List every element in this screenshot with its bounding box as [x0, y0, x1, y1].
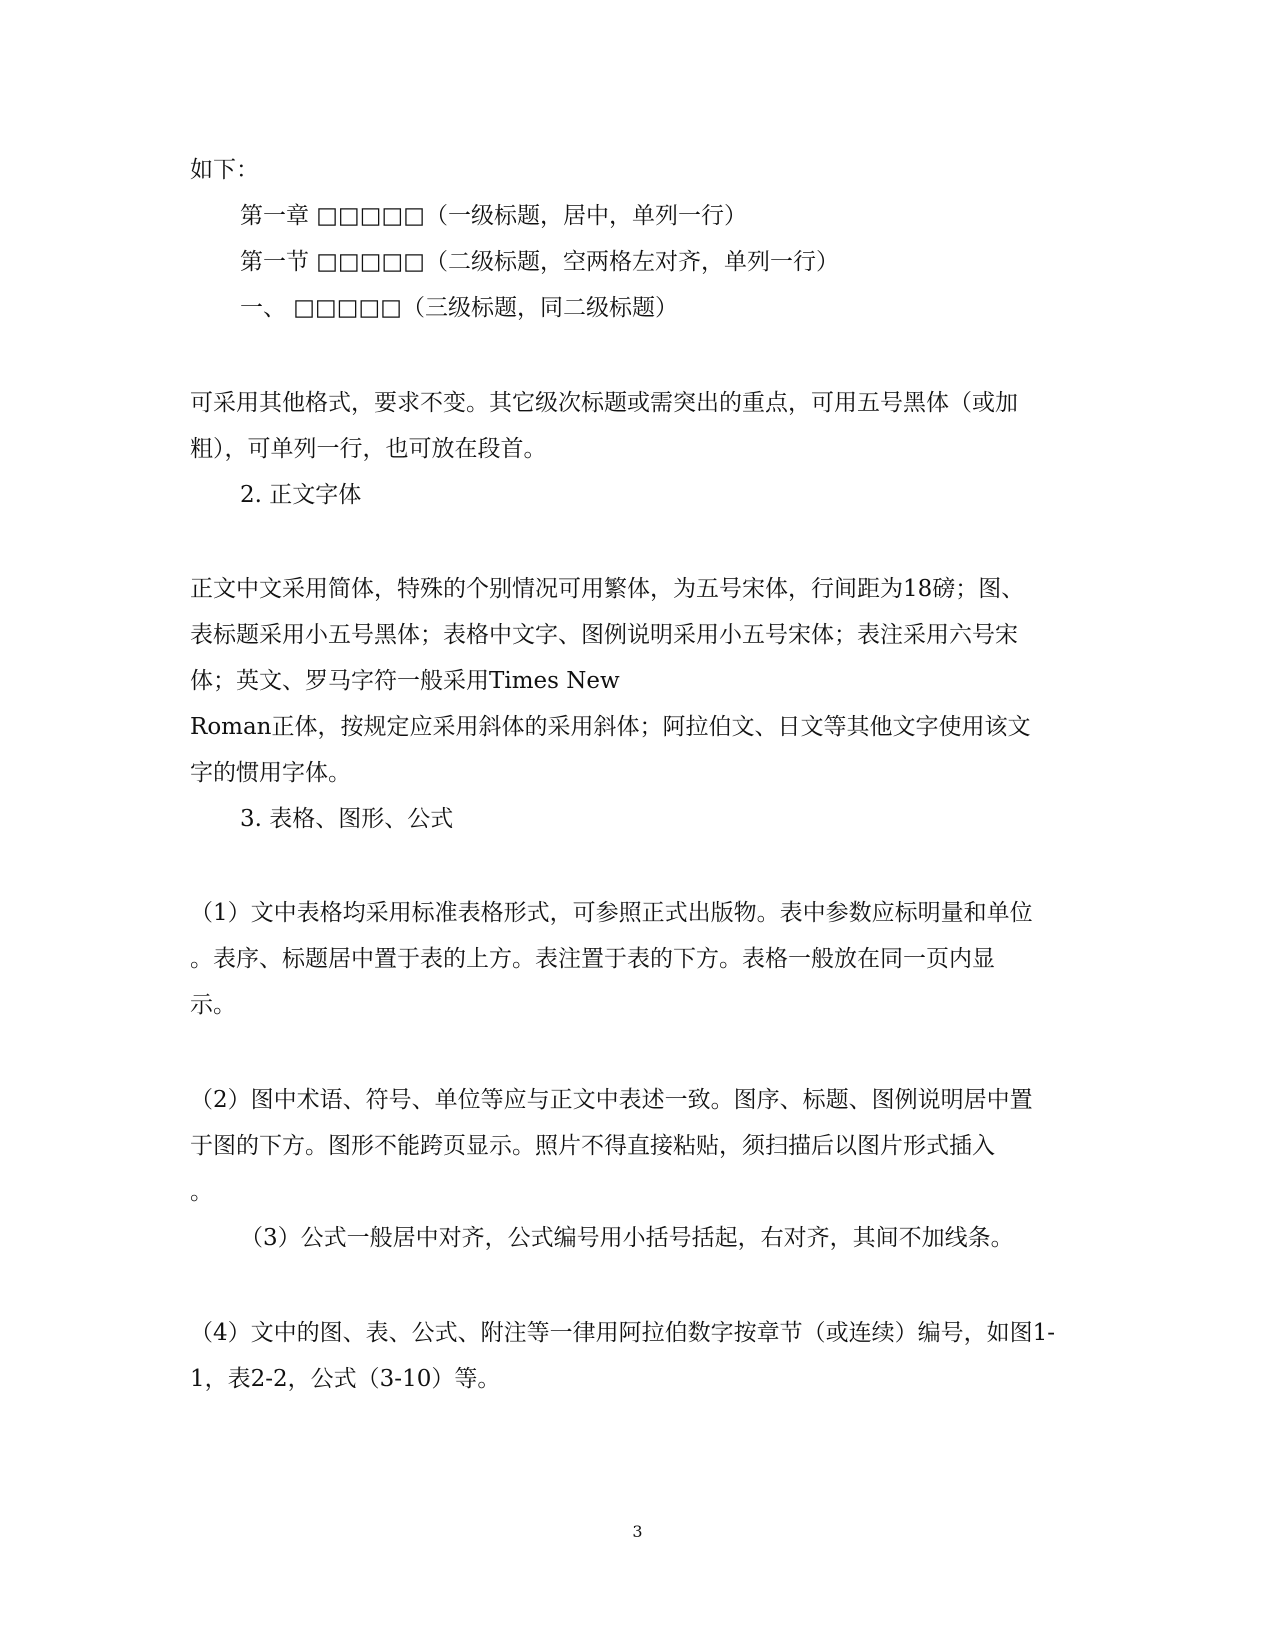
heading-example-chapter: 第一章 □□□□□（一级标题，居中，单列一行）: [240, 203, 747, 229]
text-line: 1，表2-2，公式（3-10）等。: [190, 1366, 501, 1392]
heading-example-subsection: 一、 □□□□□（三级标题，同二级标题）: [240, 295, 678, 321]
text-line: （3）公式一般居中对齐，公式编号用小括号括起，右对齐，其间不加线条。: [240, 1225, 1014, 1251]
text-line: （2）图中术语、符号、单位等应与正文中表述一致。图序、标题、图例说明居中置: [190, 1087, 1033, 1113]
text-line: （1）文中表格均采用标准表格形式，可参照正式出版物。表中参数应标明量和单位: [190, 900, 1033, 926]
heading-example-section: 第一节 □□□□□（二级标题，空两格左对齐，单列一行）: [240, 249, 839, 275]
text-line: 。表序、标题居中置于表的上方。表注置于表的下方。表格一般放在同一页内显: [190, 946, 995, 972]
text-line: 字的惯用字体。: [190, 760, 351, 786]
text-line: 示。: [190, 992, 236, 1018]
text-line: 于图的下方。图形不能跨页显示。照片不得直接粘贴，须扫描后以图片形式插入: [190, 1133, 995, 1159]
page-number: 3: [632, 1522, 643, 1541]
text-line: 。: [190, 1179, 213, 1205]
text-line: （4）文中的图、表、公式、附注等一律用阿拉伯数字按章节（或连续）编号，如图1-: [190, 1320, 1056, 1346]
section-heading: 3. 表格、图形、公式: [240, 806, 454, 832]
text-line: 可采用其他格式，要求不变。其它级次标题或需突出的重点，可用五号黑体（或加: [190, 390, 1018, 416]
text-line: 体；英文、罗马字符一般采用Times New: [190, 668, 620, 694]
text-line: 表标题采用小五号黑体；表格中文字、图例说明采用小五号宋体；表注采用六号宋: [190, 622, 1018, 648]
text-line: 如下：: [190, 157, 259, 183]
section-heading: 2. 正文字体: [240, 482, 362, 508]
text-line: Roman正体，按规定应采用斜体的采用斜体；阿拉伯文、日文等其他文字使用该文: [190, 714, 1031, 740]
text-line: 正文中文采用简体，特殊的个别情况可用繁体，为五号宋体，行间距为18磅；图、: [190, 576, 1025, 602]
text-line: 粗），可单列一行，也可放在段首。: [190, 436, 547, 462]
